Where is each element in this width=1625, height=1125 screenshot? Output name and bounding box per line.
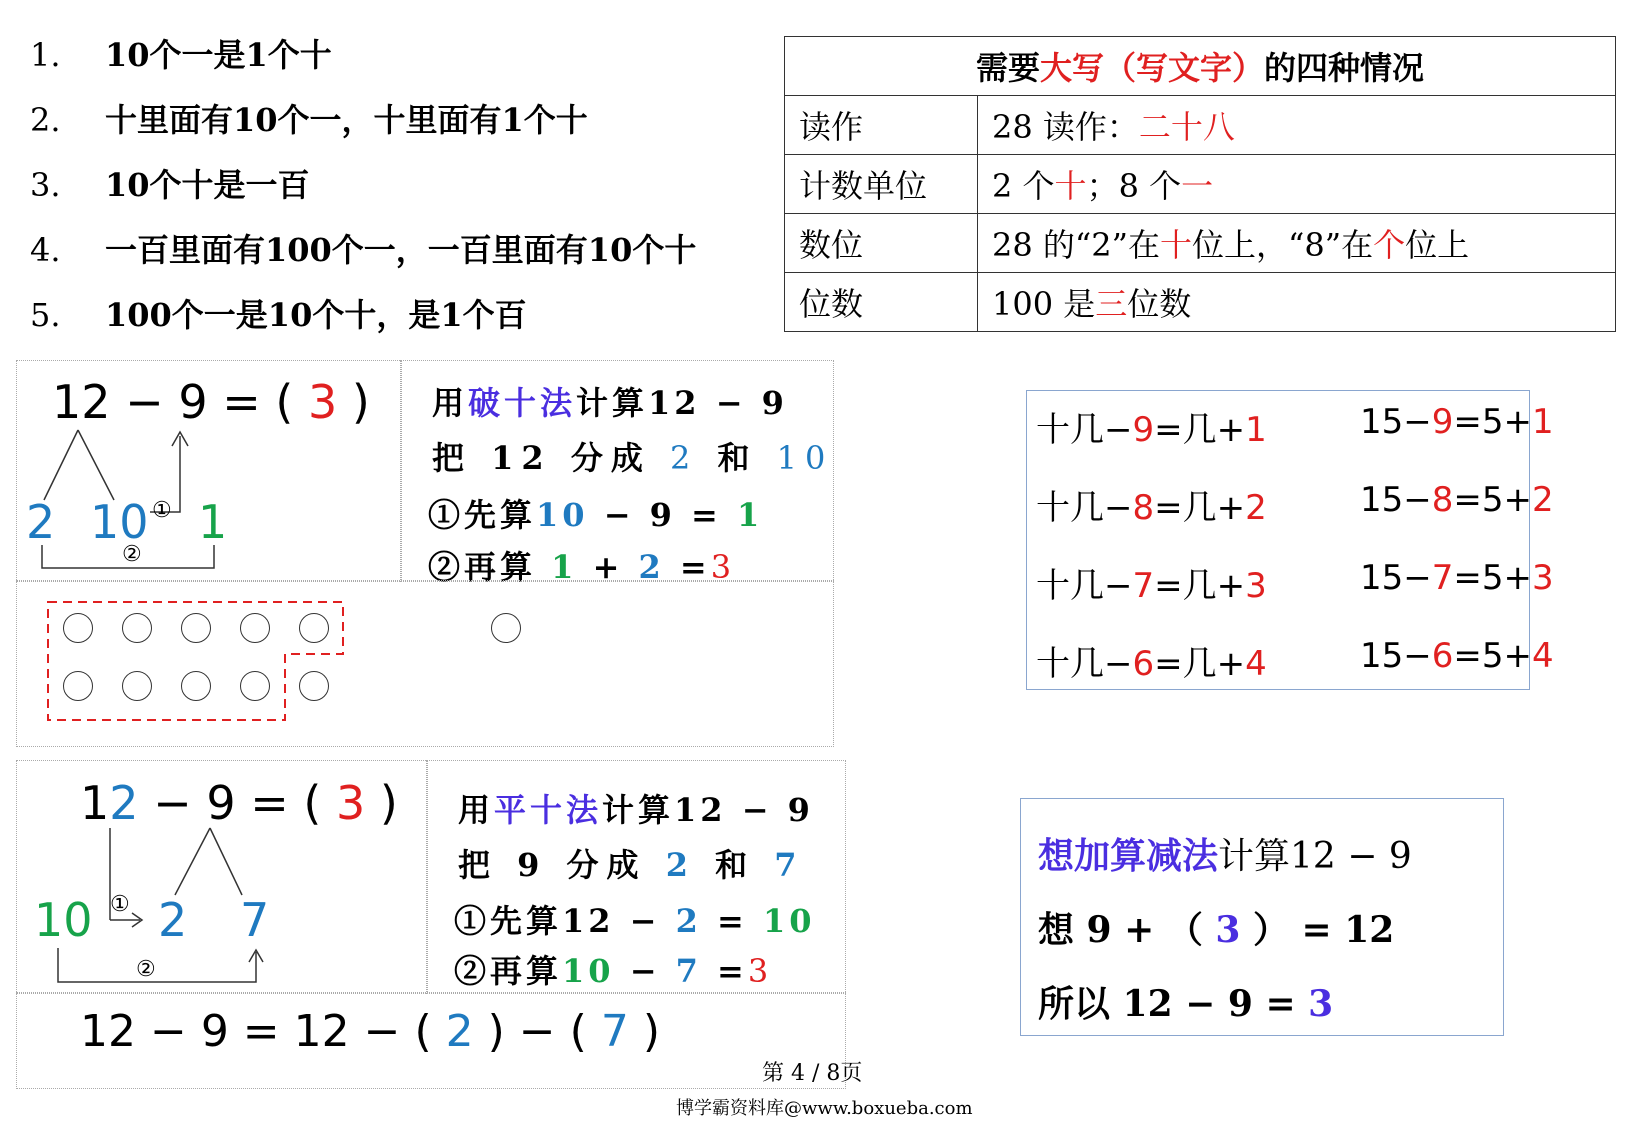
rule-example: 15−8=5+2: [1360, 480, 1554, 520]
table-row: 读作 28 读作：二十八: [785, 96, 1616, 155]
po-shi-equation: 12 − 9 = ( 3 ): [52, 375, 370, 429]
ping-shi-split-lines: [0, 0, 440, 1000]
fact-item: 4. 一百里面有100个一，一百里面有10个十: [30, 231, 697, 269]
fact-item: 3. 10个十是一百: [30, 166, 310, 204]
table-row: 数位 28 的“2”在十位上，“8”在个位上: [785, 214, 1616, 273]
think-addition-line1: 想加算减法计算12 − 9: [1038, 835, 1412, 877]
fact-item: 2. 十里面有10个一，十里面有1个十: [30, 101, 588, 139]
ping-shi-left-num: 10: [34, 893, 93, 947]
think-addition-line2: 想 9 + （ 3 ） = 12: [1038, 909, 1395, 951]
rule-example: 15−9=5+1: [1360, 402, 1554, 442]
po-shi-line2: 把 12 分成 2 和 10: [432, 439, 834, 477]
rule-example: 15−7=5+3: [1360, 558, 1554, 598]
po-shi-split-a: 2: [26, 495, 56, 549]
rule-row: 十几−8=几+2: [1036, 488, 1267, 528]
rule-row: 十几−9=几+1: [1036, 410, 1267, 450]
ping-shi-line2: 把 9 分成 2 和 7: [458, 846, 805, 884]
ping-shi-line1: 用平十法计算12 − 9: [458, 791, 814, 829]
ping-shi-step2-mark: ②: [136, 957, 156, 982]
think-addition-line3: 所以 12 − 9 = 3: [1038, 983, 1334, 1025]
po-shi-line1: 用破十法计算12 − 9: [432, 384, 788, 422]
po-shi-step1-mark: ①: [152, 498, 172, 523]
ping-shi-bottom-equation: 12 − 9 = 12 − ( 2 ) − ( 7 ): [80, 1006, 660, 1057]
counter-circle: [491, 613, 521, 643]
po-shi-line4: ②再算 1 + 2 =3: [428, 548, 736, 586]
po-shi-line3: ①先算10 − 9 = 1: [428, 496, 764, 534]
ping-shi-split-a: 2: [158, 893, 188, 947]
table-title: 需要大写（写文字）的四种情况: [785, 37, 1616, 96]
po-shi-split-b: 10: [90, 495, 149, 549]
ping-shi-line4: ②再算10 − 7 =3: [454, 952, 773, 990]
ping-shi-line3: ①先算12 − 2 = 10: [454, 902, 816, 940]
fact-item: 1. 10个一是1个十: [30, 36, 332, 74]
uppercase-cases-table: [784, 36, 1616, 332]
fact-item: 5. 100个一是10个十，是1个百: [30, 296, 527, 334]
site-watermark: 博学霸资料库@www.boxueba.com: [676, 1098, 973, 1119]
rule-row: 十几−6=几+4: [1036, 644, 1267, 684]
po-shi-result: 1: [198, 495, 228, 549]
ping-shi-equation: 12 − 9 = ( 3 ): [80, 776, 398, 830]
page-number: 第 4 / 8页: [762, 1061, 863, 1086]
table-row: 计数单位 2 个十；8 个一: [785, 155, 1616, 214]
po-shi-step2-mark: ②: [122, 542, 142, 567]
table-row: 位数 100 是三位数: [785, 273, 1616, 332]
ping-shi-split-b: 7: [240, 893, 270, 947]
rule-example: 15−6=5+4: [1360, 636, 1554, 676]
ping-shi-step1-mark: ①: [110, 892, 130, 917]
rule-row: 十几−7=几+3: [1036, 566, 1267, 606]
